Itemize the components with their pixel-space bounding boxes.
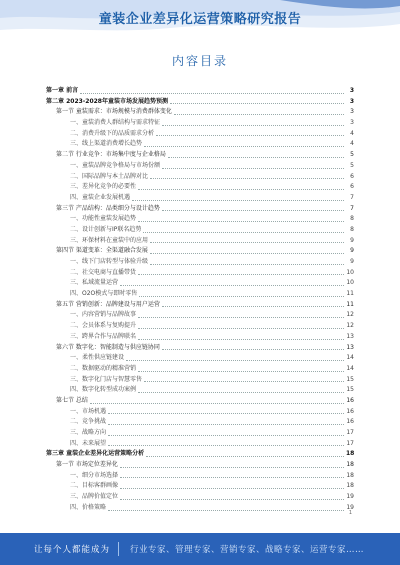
- toc-entry-title: 第四节 渠道变革：全渠道融合发展: [56, 247, 148, 255]
- toc-entry-page: 6: [350, 183, 354, 191]
- toc-leader-dots: [108, 407, 344, 415]
- toc-leader-dots: [174, 107, 344, 115]
- toc-entry[interactable]: [46, 182, 354, 193]
- toc-leader-dots: [120, 460, 344, 468]
- toc-entry-page: 18: [346, 450, 355, 458]
- toc-entry-title: 四、价格策略: [70, 503, 107, 511]
- toc-entry-title: 第五节 营销创新：品牌建设与用户运营: [56, 300, 160, 308]
- toc-entry-page: 14: [346, 354, 354, 362]
- footer-divider: [118, 542, 119, 556]
- toc-entry[interactable]: [46, 236, 354, 247]
- toc-entry-title: 第一节 市场定位差异化: [56, 461, 118, 469]
- toc-leader-dots: [138, 268, 344, 276]
- toc-leader-dots: [108, 428, 344, 436]
- toc-entry[interactable]: [46, 129, 354, 140]
- toc-leader-dots: [138, 214, 344, 222]
- toc-entry-page: 11: [346, 290, 354, 298]
- toc-entry-title: 第七节 总结: [56, 396, 88, 404]
- toc-entry-title: 第二节 行业竞争：市场集中度与企业格局: [56, 151, 166, 159]
- toc-leader-dots: [132, 193, 344, 201]
- toc-entry-page: 16: [346, 407, 354, 415]
- toc-entry-page: 13: [346, 343, 354, 351]
- toc-entry[interactable]: [46, 310, 354, 321]
- toc-entry[interactable]: [46, 417, 354, 428]
- toc-leader-dots: [138, 321, 344, 329]
- toc-leader-dots: [150, 246, 344, 254]
- toc-leader-dots: [162, 118, 344, 126]
- report-title: 童装企业差异化运营策略研究报告: [98, 12, 302, 27]
- toc-entry[interactable]: [46, 449, 354, 460]
- toc-entry-page: 15: [346, 375, 354, 383]
- toc-entry-page: 19: [346, 503, 354, 511]
- toc-entry-title: 四、未来展望: [70, 439, 107, 447]
- toc-entry-title: 一、线下门店转型与体验升级: [70, 258, 149, 265]
- toc-leader-dots: [138, 332, 344, 340]
- toc-entry[interactable]: [46, 321, 354, 332]
- footer-banner: [0, 533, 400, 565]
- toc-entry-title: 一、市场机遇: [70, 407, 107, 415]
- toc-entry[interactable]: [46, 503, 354, 514]
- toc-leader-dots: [150, 172, 344, 180]
- toc-entry-page: 3: [349, 87, 354, 94]
- toc-entry-page: 4: [350, 140, 354, 148]
- toc-entry[interactable]: [46, 193, 354, 204]
- toc-leader-dots: [162, 343, 344, 351]
- toc-entry-title: 一、柔性供应链建设: [70, 354, 125, 362]
- toc-leader-dots: [108, 439, 344, 447]
- toc-entry-page: 18: [346, 471, 354, 479]
- table-of-contents: [46, 86, 354, 514]
- toc-entry-page: 16: [346, 396, 354, 404]
- toc-entry-title: 一、功能性童装发展趋势: [70, 215, 137, 223]
- toc-entry-title: 二、社交电商与直播带货: [70, 268, 137, 276]
- toc-entry-title: 一、童装品牌竞争格局与市场份额: [70, 161, 161, 169]
- toc-entry-title: 三、跨界合作与品牌联名: [70, 332, 137, 340]
- toc-entry[interactable]: [46, 214, 354, 225]
- toc-entry[interactable]: [46, 407, 354, 418]
- toc-entry-title: 二、消费升级下的品质需求分析: [70, 129, 155, 137]
- footer-slogan: 让每个人都能成为: [34, 545, 111, 555]
- toc-entry[interactable]: [46, 97, 354, 108]
- toc-entry[interactable]: [46, 268, 354, 279]
- toc-leader-dots: [138, 385, 344, 393]
- toc-entry[interactable]: [46, 86, 354, 97]
- toc-entry[interactable]: [46, 118, 354, 129]
- toc-entry-title: 二、目标客群画像: [70, 482, 119, 490]
- toc-leader-dots: [162, 161, 344, 169]
- toc-entry-page: 13: [346, 332, 354, 340]
- toc-entry[interactable]: [46, 257, 354, 268]
- toc-entry[interactable]: [46, 353, 354, 364]
- toc-entry-title: 三、数字化门店与智慧零售: [70, 375, 143, 383]
- toc-entry-page: 17: [346, 439, 354, 447]
- toc-entry-page: 3: [350, 108, 354, 116]
- toc-leader-dots: [80, 86, 344, 94]
- toc-leader-dots: [150, 236, 344, 244]
- toc-entry[interactable]: [46, 161, 354, 172]
- toc-entry-title: 二、数据驱动的精准营销: [70, 364, 137, 372]
- toc-entry[interactable]: [46, 204, 354, 215]
- toc-entry-title: 一、童装消费人群结构与需求特征: [70, 119, 161, 127]
- footer-roles: 行业专家、管理专家、营销专家、战略专家、运营专家……: [130, 545, 365, 555]
- toc-entry-title: 四、童装企业发展机遇: [70, 193, 131, 201]
- toc-entry[interactable]: [46, 343, 354, 354]
- toc-entry-title: 三、品牌价值定位: [70, 493, 119, 501]
- toc-entry-page: 15: [346, 386, 354, 394]
- toc-leader-dots: [120, 492, 344, 500]
- toc-leader-dots: [120, 471, 344, 479]
- toc-entry[interactable]: [46, 289, 354, 300]
- toc-entry[interactable]: [46, 439, 354, 450]
- toc-entry-page: 7: [350, 204, 354, 212]
- toc-leader-dots: [162, 300, 344, 308]
- toc-leader-dots: [146, 449, 344, 457]
- toc-leader-dots: [144, 375, 344, 383]
- toc-entry-page: 17: [346, 429, 354, 436]
- toc-leader-dots: [138, 364, 344, 372]
- toc-entry-title: 二、国际品牌与本土品牌对比: [70, 172, 149, 180]
- toc-leader-dots: [139, 289, 344, 297]
- toc-leader-dots: [126, 353, 344, 361]
- toc-entry-title: 四、数字化转型成功案例: [70, 386, 137, 394]
- toc-entry-page: 18: [346, 461, 354, 469]
- toc-entry[interactable]: [46, 332, 354, 343]
- toc-entry[interactable]: [46, 396, 354, 407]
- toc-entry-page: 8: [350, 215, 354, 223]
- toc-entry[interactable]: [46, 278, 354, 289]
- toc-entry-title: 三、线上渠道消费增长趋势: [70, 140, 143, 148]
- toc-entry-page: 3: [350, 119, 354, 127]
- toc-entry-title: 一、细分市场选择: [70, 471, 119, 479]
- toc-entry[interactable]: [46, 150, 354, 161]
- toc-entry[interactable]: [46, 471, 354, 482]
- toc-leader-dots: [120, 278, 344, 286]
- toc-entry[interactable]: [46, 225, 354, 236]
- toc-entry-title: 二、设计创新与IP联名趋势: [70, 225, 142, 233]
- toc-entry-title: 二、竞争挑战: [70, 418, 107, 426]
- toc-entry-page: 10: [346, 268, 354, 276]
- toc-entry-page: 19: [346, 493, 354, 501]
- toc-entry[interactable]: [46, 107, 354, 118]
- toc-entry-page: 9: [350, 236, 354, 244]
- header-banner: [0, 0, 400, 36]
- toc-entry-page: 4: [350, 129, 354, 137]
- toc-entry[interactable]: [46, 300, 354, 311]
- toc-entry[interactable]: [46, 246, 354, 257]
- toc-leader-dots: [156, 129, 344, 137]
- toc-entry-title: 三、战略方向: [70, 429, 107, 436]
- toc-entry-title: 第六节 数字化：智能制造与供应链协同: [56, 343, 160, 351]
- toc-entry[interactable]: [46, 172, 354, 183]
- toc-leader-dots: [138, 182, 344, 190]
- toc-entry[interactable]: [46, 492, 354, 503]
- toc-entry-title: 第三节 产品结构：品类细分与设计趋势: [56, 204, 160, 212]
- toc-entry-page: 12: [346, 311, 354, 319]
- toc-entry-page: 3: [349, 97, 354, 105]
- toc-entry-title: 三、差异化竞争的必要性: [70, 183, 137, 191]
- toc-entry-page: 18: [346, 482, 354, 490]
- toc-leader-dots: [168, 150, 344, 158]
- toc-entry[interactable]: [46, 460, 354, 471]
- toc-heading: 内容目录: [171, 54, 228, 68]
- toc-entry-page: 9: [350, 247, 354, 255]
- toc-entry[interactable]: [46, 481, 354, 492]
- toc-entry-title: 三、私域流量运营: [70, 279, 119, 287]
- toc-leader-dots: [138, 310, 344, 318]
- toc-leader-dots: [144, 139, 344, 147]
- toc-entry-title: 第一章 前言: [46, 87, 79, 94]
- toc-entry-page: 16: [346, 418, 354, 426]
- toc-entry[interactable]: [46, 428, 354, 439]
- toc-entry[interactable]: [46, 385, 354, 396]
- toc-entry-page: 11: [346, 300, 354, 308]
- page-number: 1: [348, 510, 352, 516]
- toc-leader-dots: [120, 481, 344, 489]
- toc-entry-title: 一、内容营销与品牌故事: [70, 311, 137, 319]
- toc-leader-dots: [150, 257, 344, 265]
- toc-entry-title: 三、环保材料在童装中的应用: [70, 236, 149, 244]
- toc-entry[interactable]: [46, 375, 354, 386]
- toc-entry-page: 5: [350, 161, 354, 169]
- toc-entry-title: 第三章 童装企业差异化运营策略分析: [46, 450, 145, 458]
- toc-leader-dots: [170, 97, 344, 105]
- toc-entry-title: 四、O2O模式与即时零售: [70, 290, 138, 298]
- toc-entry-page: 5: [350, 151, 354, 159]
- toc-leader-dots: [108, 503, 344, 511]
- toc-leader-dots: [108, 417, 344, 425]
- toc-entry-page: 12: [346, 322, 354, 330]
- toc-entry-title: 第一节 童装需求：市场规模与消费群体变化: [56, 108, 172, 116]
- toc-entry-page: 6: [350, 172, 354, 180]
- toc-entry[interactable]: [46, 139, 354, 150]
- toc-leader-dots: [143, 225, 344, 233]
- toc-leader-dots: [162, 204, 344, 212]
- toc-entry-title: 第二章 2023-2028年童装市场发展趋势预测: [46, 97, 168, 105]
- toc-entry-page: 8: [350, 225, 354, 233]
- toc-entry-page: 10: [346, 279, 354, 287]
- toc-entry-page: 14: [346, 364, 354, 372]
- toc-leader-dots: [90, 396, 344, 404]
- toc-entry-page: 7: [350, 193, 354, 201]
- toc-entry[interactable]: [46, 364, 354, 375]
- toc-entry-title: 二、会员体系与复购提升: [70, 322, 137, 330]
- toc-entry-page: 9: [350, 258, 354, 265]
